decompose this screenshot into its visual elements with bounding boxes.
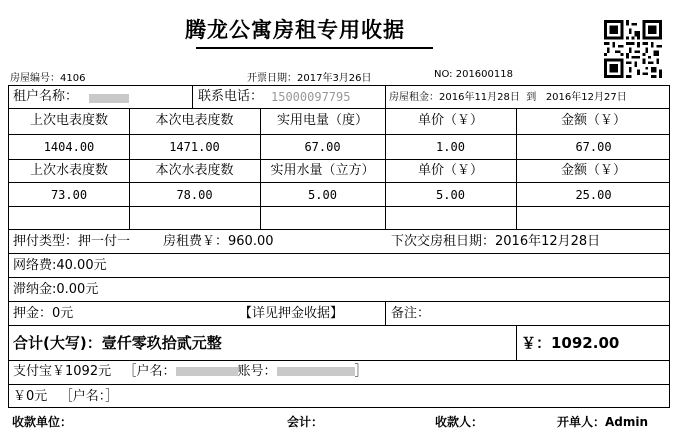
electric-price-value: 1.00 <box>436 140 465 154</box>
rent-period-label: 房屋租金： <box>389 92 439 103</box>
water-header-prev: 上次水表度数 <box>29 163 108 178</box>
water-header-price: 单价（￥） <box>417 163 483 178</box>
room-number: 房屋编号：4106 <box>10 73 86 84</box>
qr-code-icon <box>602 20 664 78</box>
tenant-name-label: 租户名称： <box>13 89 79 104</box>
receipt-title: 腾龙公寓房租专用收据 <box>185 17 405 42</box>
payment-type: 押付类型：押一付一 <box>13 234 131 249</box>
electric-amount-value: 67.00 <box>575 140 612 154</box>
total-in-words: 合计(大写)：壹仟零玖拾贰元整 <box>13 334 222 352</box>
phone-label: 联系电话： <box>198 89 264 104</box>
alipay-close: ］ <box>354 364 368 379</box>
rent-period <box>389 89 627 107</box>
other-account-label: ［户名：］ <box>59 389 119 404</box>
water-prev-value: 73.00 <box>50 188 88 202</box>
water-price-value: 5.00 <box>436 188 465 202</box>
receipt-form <box>8 85 670 408</box>
late-fee: 滞纳金:0.00元 <box>13 282 99 297</box>
alipay-name-redacted <box>176 367 238 376</box>
other-line <box>13 388 118 406</box>
alipay-amount: 支付宝￥1092元 <box>13 364 112 379</box>
other-amount: ￥0元 <box>13 389 48 404</box>
alipay-account-redacted <box>277 367 355 376</box>
water-usage-value: 5.00 <box>308 188 337 202</box>
electric-header-prev: 上次电表度数 <box>29 113 108 128</box>
electric-prev-value: 1404.00 <box>43 140 95 154</box>
total-amount: ￥：1092.00 <box>521 334 620 352</box>
footer-payee-unit: 收款单位： <box>12 415 73 429</box>
deposit-amount: 押金：0元 <box>13 306 74 321</box>
footer-payee: 收款人： <box>435 415 484 429</box>
electric-usage-value: 67.00 <box>304 140 341 154</box>
deposit-note: 【详见押金收据】 <box>239 306 344 321</box>
invoice-date: 开票日期：2017年3月26日 <box>247 73 372 84</box>
electric-header-curr: 本次电表度数 <box>155 113 234 128</box>
phone-value: 15000097795 <box>271 90 351 104</box>
water-header-amount: 金额（￥） <box>560 163 626 178</box>
rent-to-word: 到 <box>526 92 537 103</box>
footer-issuer: 开单人：Admin <box>557 415 649 429</box>
remark-label: 备注： <box>391 306 431 321</box>
footer-accountant: 会计： <box>287 415 324 429</box>
receipt-number: NO: 201600118 <box>434 69 513 80</box>
rent-fee: 房租费￥：960.00 <box>163 234 274 249</box>
next-payment-date: 下次交房租日期：2016年12月28日 <box>391 234 601 249</box>
water-amount-value: 25.00 <box>575 188 612 202</box>
alipay-account-suffix: 账号： <box>237 364 277 379</box>
title-underline <box>196 47 433 49</box>
electric-header-usage: 实用电量（度） <box>276 113 368 128</box>
electric-curr-value: 1471.00 <box>169 140 220 154</box>
alipay-line <box>13 363 368 381</box>
water-header-curr: 本次水表度数 <box>155 163 234 178</box>
network-fee: 网络费:40.00元 <box>13 258 107 273</box>
rent-from: 2016年11月28日 <box>439 92 520 103</box>
rent-to: 2016年12月27日 <box>545 92 627 103</box>
water-curr-value: 78.00 <box>176 188 213 202</box>
electric-header-amount: 金额（￥） <box>560 113 626 128</box>
water-header-usage: 实用水量（立方） <box>270 163 375 178</box>
electric-header-price: 单价（￥） <box>417 113 483 128</box>
tenant-name-redacted <box>89 94 129 103</box>
alipay-account-label: ［户名： <box>123 364 176 379</box>
